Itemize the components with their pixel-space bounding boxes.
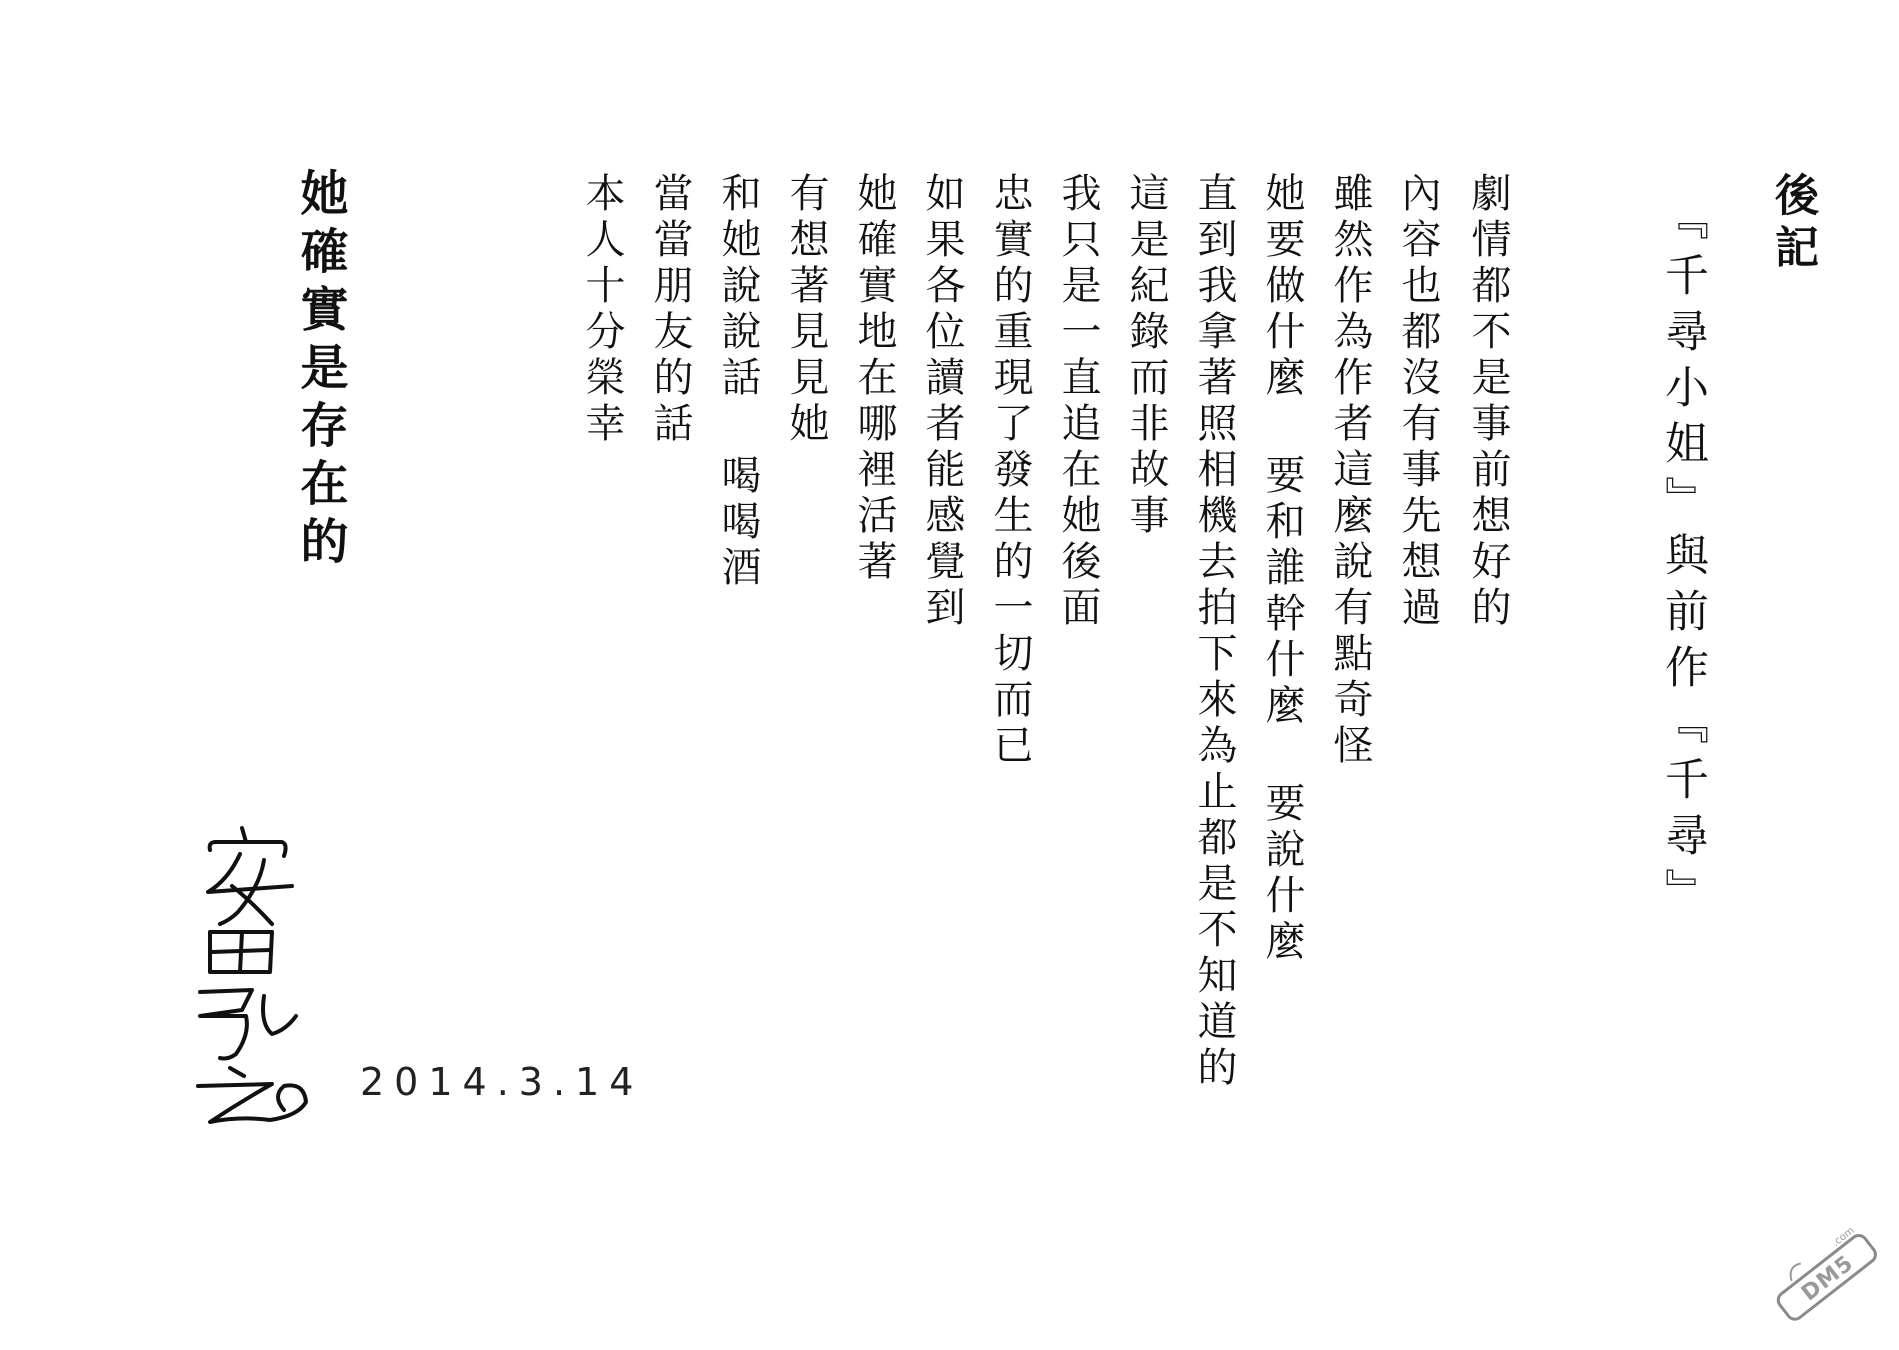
body-line: 如果各位讀者能感覺到 (919, 172, 965, 632)
body-line: 劇情都不是事前想好的 (1465, 172, 1511, 632)
body-line: 她要做什麼 要和誰幹什麼 要說什麼 (1259, 172, 1305, 966)
body-line: 內容也都沒有事先想過 (1395, 172, 1441, 632)
date-text: 2014.3.14 (360, 1060, 644, 1104)
author-signature (180, 820, 320, 1130)
body-line: 當當朋友的話 (647, 172, 693, 448)
body-line: 忠實的重現了發生的一切而已 (987, 172, 1033, 770)
body-line: 雖然作為作者這麼說有點奇怪 (1327, 172, 1373, 770)
body-line: 有想著見見她 (783, 172, 829, 448)
body-line: 和她說說話 喝喝酒 (715, 172, 761, 592)
afterword-title: 『千尋小姐』與前作『千尋』 (1657, 196, 1708, 924)
body-line: 本人十分榮幸 (579, 172, 625, 448)
body-line: 她確實地在哪裡活著 (851, 172, 897, 586)
dm5-watermark-logo (1765, 1215, 1885, 1325)
body-line: 這是紀錄而非故事 (1123, 172, 1169, 540)
svg-text:DM5: DM5 (1797, 1250, 1859, 1307)
svg-text:.com: .com (1830, 1225, 1857, 1249)
closing-line: 她確實是存在的 (292, 168, 348, 574)
body-line: 我只是一直追在她後面 (1055, 172, 1101, 632)
body-line: 直到我拿著照相機去拍下來為止都是不知道的 (1191, 172, 1237, 1092)
afterword-heading: 後記 (1767, 172, 1818, 276)
